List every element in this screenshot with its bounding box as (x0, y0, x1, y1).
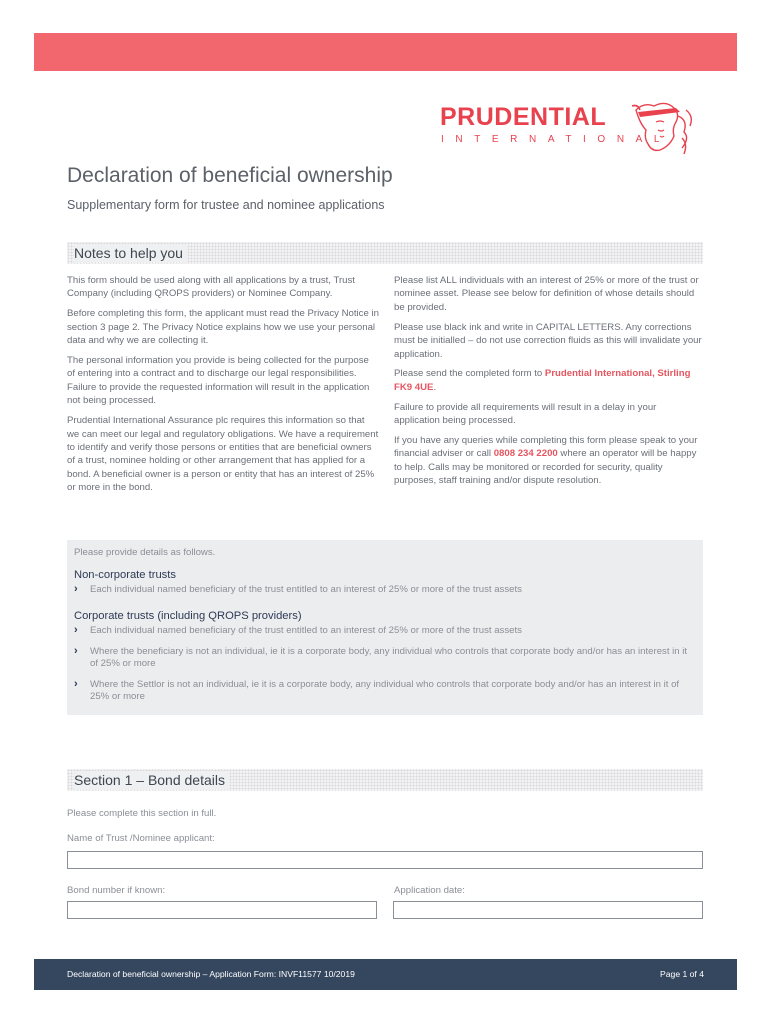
trust-name-label: Name of Trust /Nominee applicant: (67, 833, 215, 844)
bond-number-label: Bond number if known: (67, 885, 166, 896)
notes-heading: Notes to help you (74, 244, 187, 262)
noncorporate-heading: Non-corporate trusts (74, 569, 176, 581)
prudential-logo (440, 98, 710, 158)
footer-form-reference: Declaration of beneficial ownership – Application Form: INVF11577 10/2019 (67, 969, 355, 979)
section1-header (67, 769, 703, 791)
notes-left-column (67, 274, 379, 501)
notes-right-paragraph: Please use black ink and write in CAPITAL LETTERS. Any corrections must be initialled – do not use correction fluids as this will invalidate your application. (394, 321, 702, 360)
details-panel (67, 540, 703, 715)
list-item: › Where the beneficiary is not an individual, ie it is a corporate body, any individual who controls that corporate body and/or has an interest in it of 25% or more (74, 645, 688, 669)
notes-header (67, 242, 703, 264)
prudence-head-icon (630, 98, 700, 156)
details-intro: Please provide details as follows. (74, 547, 216, 558)
notes-right-paragraph: If you have any queries while completing this form please speak to your financial adviser or call 0808 234 2200 where an operator will be happy to help. Calls may be monitored or recorded for security, quality purposes, staff training and/or dispute resolution. (394, 435, 698, 487)
send-address: Prudential International, Stirling FK9 4UE (394, 368, 691, 393)
top-color-band (34, 33, 737, 71)
notes-right-paragraph: Please send the completed form to Prudential International, Stirling FK9 4UE. (394, 368, 691, 393)
chevron-right-icon: › (74, 583, 78, 595)
section1-heading: Section 1 – Bond details (74, 771, 229, 789)
bond-number-field[interactable] (67, 901, 377, 919)
list-item: › Each individual named beneficiary of the trust entitled to an interest of 25% or more of the trust assets (74, 624, 522, 636)
notes-right-paragraph: Please list ALL individuals with an interest of 25% or more of the trust or nominee asset. Please see below for definition of whose details should be provided. (394, 275, 699, 313)
logo-wordmark: PRUDENTIAL (440, 103, 607, 131)
notes-left-paragraph: Before completing this form, the applicant must read the Privacy Notice in section 3 page 2. The Privacy Notice explains how we use your personal data and why we are collecting it. (67, 308, 379, 347)
notes-left-paragraph: Prudential International Assurance plc requires this information so that we can meet our legal and regulatory obligations. We have a requirement to identify and verify those persons or entities that are beneficial owners of a trust, nominee holding or other arrangement that has applied for a bond. A beneficial owner is a person or entity that has an interest of 25% or more in the bond. (67, 415, 379, 494)
notes-right-column (394, 274, 702, 494)
page-footer (34, 959, 737, 990)
phone-number: 0808 234 2200 (493, 448, 558, 460)
page-subtitle: Supplementary form for trustee and nominee applications (67, 198, 385, 212)
section1-intro: Please complete this section in full. (67, 808, 217, 819)
notes-left-paragraph: The personal information you provide is being collected for the purpose of entering into a contract and to discharge our legal responsibilities. Failure to provide the requested information will result in the application not being processed. (67, 355, 370, 407)
footer-page-number: Page 1 of 4 (660, 969, 704, 979)
application-date-field[interactable] (393, 901, 703, 919)
notes-left-paragraph: This form should be used along with all applications by a trust, Trust Company (including QROPS providers) or Nominee Company. (67, 275, 355, 300)
trust-name-field[interactable] (67, 851, 703, 869)
application-date-label: Application date: (394, 885, 465, 896)
logo-subtitle: INTERNATIONAL (441, 134, 672, 145)
chevron-right-icon: › (74, 678, 78, 690)
chevron-right-icon: › (74, 645, 78, 657)
page-title: Declaration of beneficial ownership (67, 164, 393, 187)
list-item: › Each individual named beneficiary of the trust entitled to an interest of 25% or more of the trust assets (74, 583, 522, 595)
corporate-heading: Corporate trusts (including QROPS providers) (74, 610, 302, 622)
notes-right-paragraph: Failure to provide all requirements will result in a delay in your application being processed. (394, 401, 657, 427)
list-item: › Where the Settlor is not an individual, ie it is a corporate body, any individual who controls that corporate body and/or has an interest in it of 25% or more (74, 678, 680, 702)
chevron-right-icon: › (74, 624, 78, 636)
